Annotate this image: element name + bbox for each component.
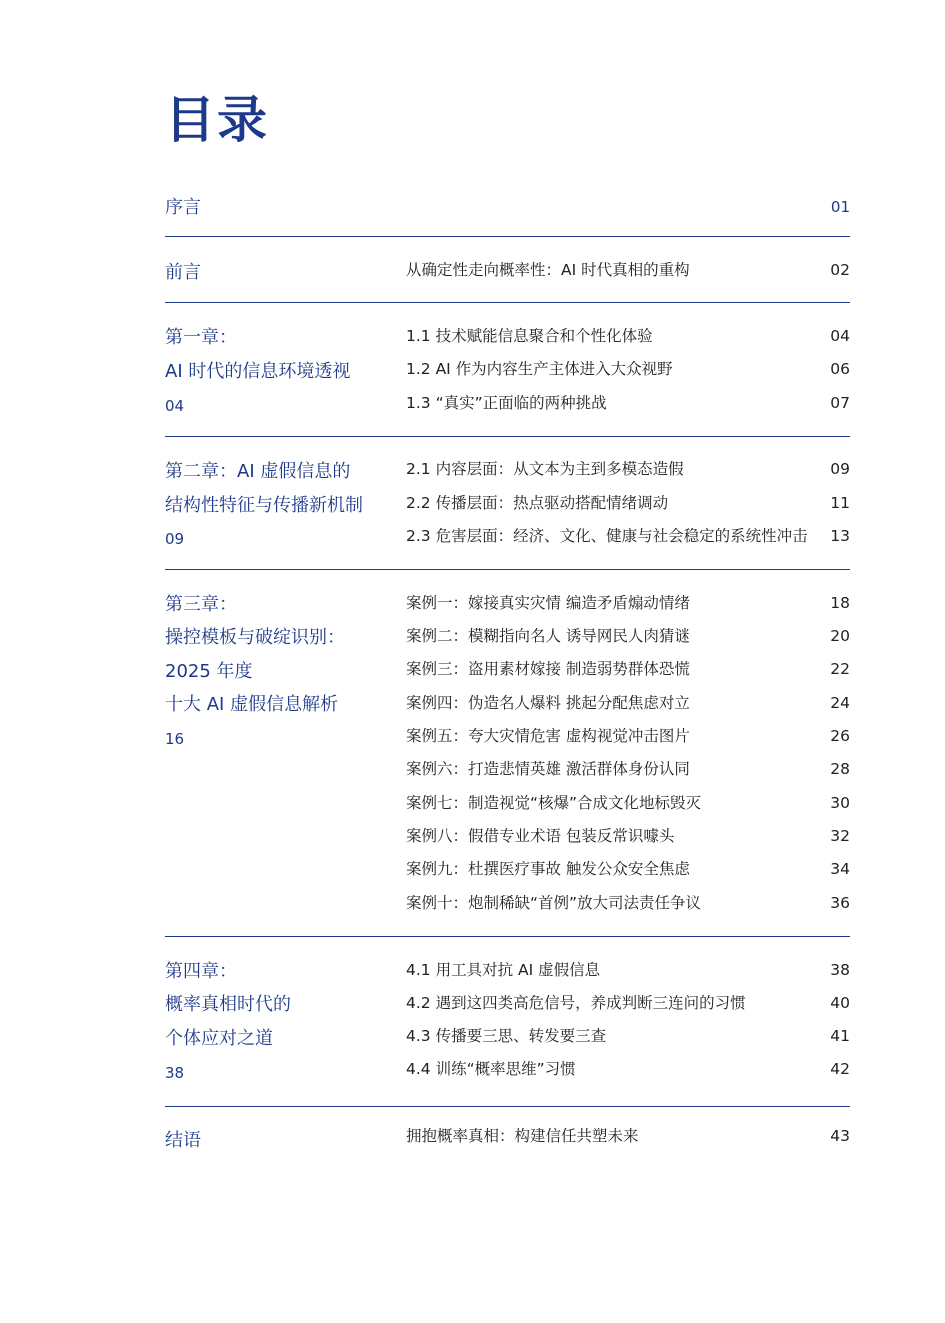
entry-page-number[interactable]: 40 (830, 994, 850, 1012)
toc-title: 目录 (165, 91, 269, 149)
entry-page-number[interactable]: 28 (830, 760, 850, 778)
entry-page-number[interactable]: 13 (830, 527, 850, 545)
entry-page-number[interactable]: 22 (830, 660, 850, 678)
entry-page-number[interactable]: 20 (830, 627, 850, 645)
section-title[interactable]: 前言 (165, 262, 201, 283)
chapter-title-line[interactable]: 第四章： (165, 961, 237, 982)
section-title[interactable]: 序言 (165, 197, 201, 218)
chapter-title-line[interactable]: 第一章： (165, 327, 237, 348)
chapter-title-line[interactable]: 结构性特征与传播新机制 (165, 495, 363, 516)
chapter-title-line[interactable]: AI 时代的信息环境透视 (165, 361, 351, 382)
entry-page-number[interactable]: 42 (830, 1060, 850, 1078)
toc-entry-text[interactable]: 案例九：杜撰医疗事故 触发公众安全焦虑 (406, 860, 690, 878)
toc-entry-text[interactable]: 2.2 传播层面：热点驱动搭配情绪调动 (406, 494, 669, 512)
toc-entry-text[interactable]: 从确定性走向概率性：AI 时代真相的重构 (406, 261, 690, 279)
toc-entry-text[interactable]: 案例二：模糊指向名人 诱导网民人肉猜谜 (406, 627, 690, 645)
entry-page-number[interactable]: 06 (830, 360, 850, 378)
entry-page-number[interactable]: 26 (830, 727, 850, 745)
section-divider (165, 936, 850, 937)
toc-entry-text[interactable]: 1.3 “真实”正面临的两种挑战 (406, 394, 607, 412)
section-divider (165, 436, 850, 437)
chapter-page-number[interactable]: 38 (165, 1064, 185, 1082)
section-divider (165, 302, 850, 303)
toc-entry-text[interactable]: 案例十：炮制稀缺“首例”放大司法责任争议 (406, 894, 702, 912)
entry-page-number[interactable]: 02 (830, 261, 850, 279)
chapter-title-line[interactable]: 个体应对之道 (165, 1028, 273, 1049)
chapter-title-line[interactable]: 十大 AI 虚假信息解析 (165, 694, 339, 715)
entry-page-number[interactable]: 18 (830, 594, 850, 612)
toc-entry-text[interactable]: 案例八：假借专业术语 包装反常识噱头 (406, 827, 675, 845)
entry-page-number[interactable]: 07 (830, 394, 850, 412)
toc-entry-text[interactable]: 案例四：伪造名人爆料 挑起分配焦虑对立 (406, 694, 690, 712)
section-divider (165, 236, 850, 237)
toc-entry-text[interactable]: 1.1 技术赋能信息聚合和个性化体验 (406, 327, 653, 345)
entry-page-number[interactable]: 01 (830, 198, 850, 216)
entry-page-number[interactable]: 41 (830, 1027, 850, 1045)
chapter-page-number[interactable]: 09 (165, 530, 185, 548)
chapter-page-number[interactable]: 04 (165, 397, 185, 415)
entry-page-number[interactable]: 11 (830, 494, 850, 512)
section-divider (165, 1106, 850, 1107)
toc-entry-text[interactable]: 4.4 训练“概率思维”习惯 (406, 1060, 576, 1078)
chapter-page-number[interactable]: 16 (165, 730, 185, 748)
entry-page-number[interactable]: 32 (830, 827, 850, 845)
entry-page-number[interactable]: 38 (830, 961, 850, 979)
toc-entry-text[interactable]: 案例七：制造视觉“核爆”合成文化地标毁灭 (406, 794, 702, 812)
chapter-title-line[interactable]: 第二章：AI 虚假信息的 (165, 461, 351, 482)
toc-entry-text[interactable]: 案例一：嫁接真实灾情 编造矛盾煽动情绪 (406, 594, 690, 612)
entry-page-number[interactable]: 36 (830, 894, 850, 912)
section-divider (165, 569, 850, 570)
toc-entry-text[interactable]: 案例三：盗用素材嫁接 制造弱势群体恐慌 (406, 660, 690, 678)
entry-page-number[interactable]: 30 (830, 794, 850, 812)
toc-entry-text[interactable]: 案例六：打造悲情英雄 激活群体身份认同 (406, 760, 690, 778)
toc-entry-text[interactable]: 2.1 内容层面：从文本为主到多模态造假 (406, 460, 684, 478)
toc-entry-text[interactable]: 案例五：夸大灾情危害 虚构视觉冲击图片 (406, 727, 690, 745)
toc-entry-text[interactable]: 1.2 AI 作为内容生产主体进入大众视野 (406, 360, 673, 378)
section-title[interactable]: 结语 (165, 1130, 201, 1151)
entry-page-number[interactable]: 34 (830, 860, 850, 878)
chapter-title-line[interactable]: 操控模板与破绽识别： (165, 627, 345, 648)
chapter-title-line[interactable]: 第三章： (165, 594, 237, 615)
toc-entry-text[interactable]: 4.1 用工具对抗 AI 虚假信息 (406, 961, 601, 979)
chapter-title-line[interactable]: 概率真相时代的 (165, 994, 291, 1015)
toc-entry-text[interactable]: 2.3 危害层面：经济、文化、健康与社会稳定的系统性冲击 (406, 527, 808, 545)
entry-page-number[interactable]: 43 (830, 1127, 850, 1145)
toc-entry-text[interactable]: 4.3 传播要三思、转发要三查 (406, 1027, 607, 1045)
entry-page-number[interactable]: 04 (830, 327, 850, 345)
entry-page-number[interactable]: 24 (830, 694, 850, 712)
entry-page-number[interactable]: 09 (830, 460, 850, 478)
chapter-title-line[interactable]: 2025 年度 (165, 661, 253, 682)
toc-entry-text[interactable]: 拥抱概率真相：构建信任共塑未来 (406, 1127, 639, 1145)
toc-entry-text[interactable]: 4.2 遇到这四类高危信号，养成判断三连问的习惯 (406, 994, 746, 1012)
